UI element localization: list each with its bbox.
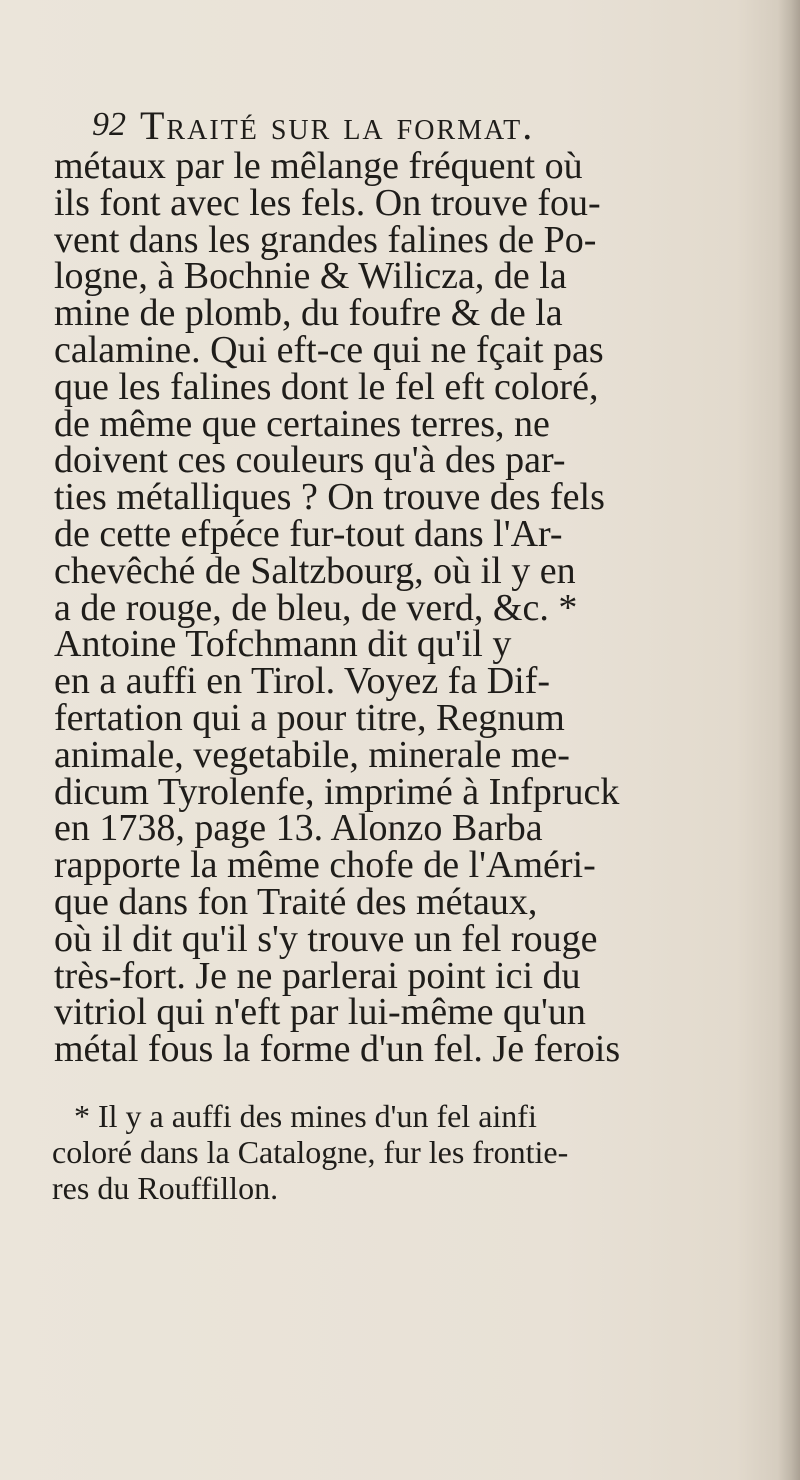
text-line: calamine. Qui eft-ce qui ne fçait pas xyxy=(54,328,604,371)
text-line: que dans fon Traité des métaux, xyxy=(54,880,538,923)
text-line: que les falines dont le fel eft coloré, xyxy=(54,365,599,408)
page-number: 92 xyxy=(92,106,126,143)
text-line: de même que certaines terres, ne xyxy=(54,402,550,445)
footnote xyxy=(52,1098,777,1206)
text-line: a de rouge, de bleu, de verd, &c. * xyxy=(54,586,578,629)
text-line: chevêché de Saltzbourg, où il y en xyxy=(54,549,576,592)
text-line: où il dit qu'il s'y trouve un fel rouge xyxy=(54,917,598,960)
text-line: métaux par le mêlange fréquent où xyxy=(54,145,583,187)
text-line: de cette efpéce fur-tout dans l'Ar- xyxy=(54,512,563,555)
text-line: doivent ces couleurs qu'à des par- xyxy=(54,439,566,482)
running-title: Traité sur la format. xyxy=(140,103,535,148)
page-edge-shadow xyxy=(778,0,800,1480)
text-line: mine de plomb, du foufre & de la xyxy=(54,292,563,335)
footnote-line: res du Rouffillon. xyxy=(52,1170,279,1206)
text-line: animale, vegetabile, minerale me- xyxy=(54,733,570,776)
text-line: dicum Tyrolenfe, imprimé à Infpruck xyxy=(54,770,620,813)
text-line: en 1738, page 13. Alonzo Barba xyxy=(54,807,543,850)
text-line: rapporte la même chofe de l'Améri- xyxy=(54,844,596,887)
text-line: vent dans les grandes falines de Po- xyxy=(54,218,597,261)
text-line: fertation qui a pour titre, Regnum xyxy=(54,696,565,739)
text-line: ils font avec les fels. On trouve fou- xyxy=(54,181,601,224)
text-line: en a auffi en Tirol. Voyez fa Dif- xyxy=(54,660,551,703)
text-line: logne, à Bochnie & Wilicza, de la xyxy=(54,255,567,298)
page-header xyxy=(92,102,782,146)
text-line: métal fous la forme d'un fel. Je ferois xyxy=(54,1028,621,1071)
footnote-line: * Il y a auffi des mines d'un fel ainfi xyxy=(74,1098,537,1134)
footnote-line: coloré dans la Catalogne, fur les frontie- xyxy=(52,1134,569,1170)
text-line: ties métalliques ? On trouve des fels xyxy=(54,476,605,519)
body-text xyxy=(54,145,779,1071)
text-line: Antoine Tofchmann dit qu'il y xyxy=(54,623,512,666)
text-line: très-fort. Je ne parlerai point ici du xyxy=(54,954,581,997)
text-line: vitriol qui n'eft par lui-même qu'un xyxy=(54,991,586,1034)
